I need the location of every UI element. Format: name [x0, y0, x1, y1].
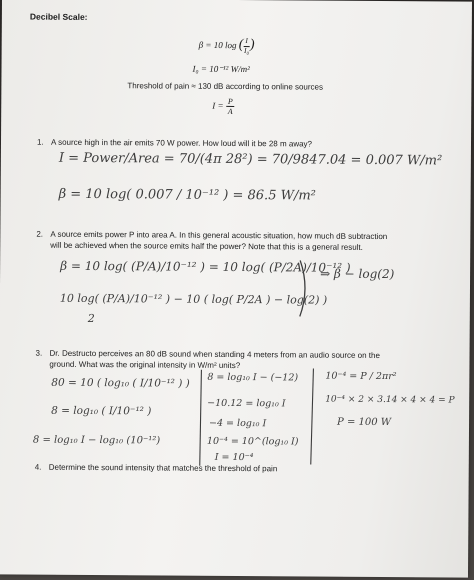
page-heading: Decibel Scale: — [29, 11, 88, 22]
question-3-text: Dr. Destructo perceives an 80 dB sound when standing 4 meters from an audio source on the — [49, 348, 380, 361]
q3-handwritten-step-7: 10⁻⁴ = 10^(log₁₀ I) — [206, 435, 299, 448]
q3-handwritten-step-6: −4 = log₁₀ I — [209, 417, 267, 430]
q1-handwritten-decibels: β = 10 log( 0.007 / 10⁻¹² ) = 86.5 W/m² — [58, 186, 316, 204]
q1-handwritten-intensity: I = Power/Area = 70/(4π 28²) = 70/9847.04 = 0.007 W/m² — [58, 150, 443, 169]
q2-handwritten-result: ⇒ β − log(2) — [320, 266, 395, 282]
q2-handwritten-line-2: 10 log( (P/A)/10⁻¹² ) − 10 ( log( P/2A ) − log(2) ) — [59, 291, 328, 307]
decibel-formula-numerator: I — [243, 37, 250, 47]
q3-divider-left — [195, 368, 208, 468]
question-2-text-line-2: will be achieved when the source emits half the power? Note that this is a general result. — [50, 240, 363, 252]
question-3-number: 3. — [35, 348, 43, 358]
q3-handwritten-answer: I = 10⁻⁴ — [214, 451, 254, 464]
q3-handwritten-step-4: 8 = log₁₀ I − (−12) — [207, 371, 299, 384]
question-2-text: A source emits power P into area A. In this general acoustic situation, how much dB subtraction — [50, 229, 388, 242]
question-3 — [35, 349, 379, 361]
q3-handwritten-step-3: 8 = log₁₀ I − log₁₀ (10⁻¹²) — [32, 434, 161, 447]
question-4-text: Determine the sound intensity that matches the threshold of pain — [48, 462, 278, 474]
q2-handwritten-denominator: 2 — [87, 311, 95, 326]
question-1-text: A source high in the air emits 70 W power. How loud will it be 28 m away? — [50, 137, 313, 149]
question-1 — [37, 138, 312, 149]
question-3-text-line-2: ground. What was the original intensity in W/m² units? — [49, 359, 241, 371]
q3-handwritten-power-substitution: 10⁻⁴ × 2 × 3.14 × 4 × 4 = P — [325, 394, 455, 406]
q2-handwritten-line-1: β = 10 log( (P/A)/10⁻¹² ) = 10 log( (P/2A)/10⁻¹² ) — [60, 258, 351, 275]
question-1-number: 1. — [36, 137, 44, 147]
decibel-formula-denominator: I₀ — [244, 45, 250, 55]
question-4-number: 4. — [34, 462, 42, 472]
intensity-formula — [212, 97, 235, 117]
q2-closing-bracket — [296, 258, 316, 318]
intensity-formula-numerator: P — [226, 97, 235, 107]
q3-handwritten-power-equation: 10⁻⁴ = P / 2πr² — [325, 370, 397, 383]
question-4 — [35, 463, 278, 474]
q3-divider-right — [305, 366, 320, 466]
question-2-number: 2. — [36, 229, 44, 239]
decibel-formula: β = 10 log ( $\frac{I}{\text{I₀}}$ ) — [198, 36, 255, 55]
threshold-of-pain-note: Threshold of pain ≈ 130 dB according to online sources — [127, 81, 324, 92]
q3-handwritten-step-1: 80 = 10 ( log₁₀ ( I/10⁻¹² ) ) — [51, 376, 190, 390]
q3-handwritten-power-result: P = 100 W — [337, 416, 392, 429]
decibel-formula-lhs: β = 10 log — [198, 39, 237, 51]
question-2 — [36, 230, 387, 242]
reference-intensity: I₀ = 10⁻¹² W/m² — [192, 63, 250, 75]
q3-handwritten-step-2: 8 = log₁₀ ( I/10⁻¹² ) — [51, 404, 152, 418]
intensity-formula-lhs: I = — [212, 100, 224, 111]
q3-handwritten-step-5: −10.12 = log₁₀ I — [207, 397, 286, 410]
intensity-formula-denominator: A — [227, 107, 233, 117]
